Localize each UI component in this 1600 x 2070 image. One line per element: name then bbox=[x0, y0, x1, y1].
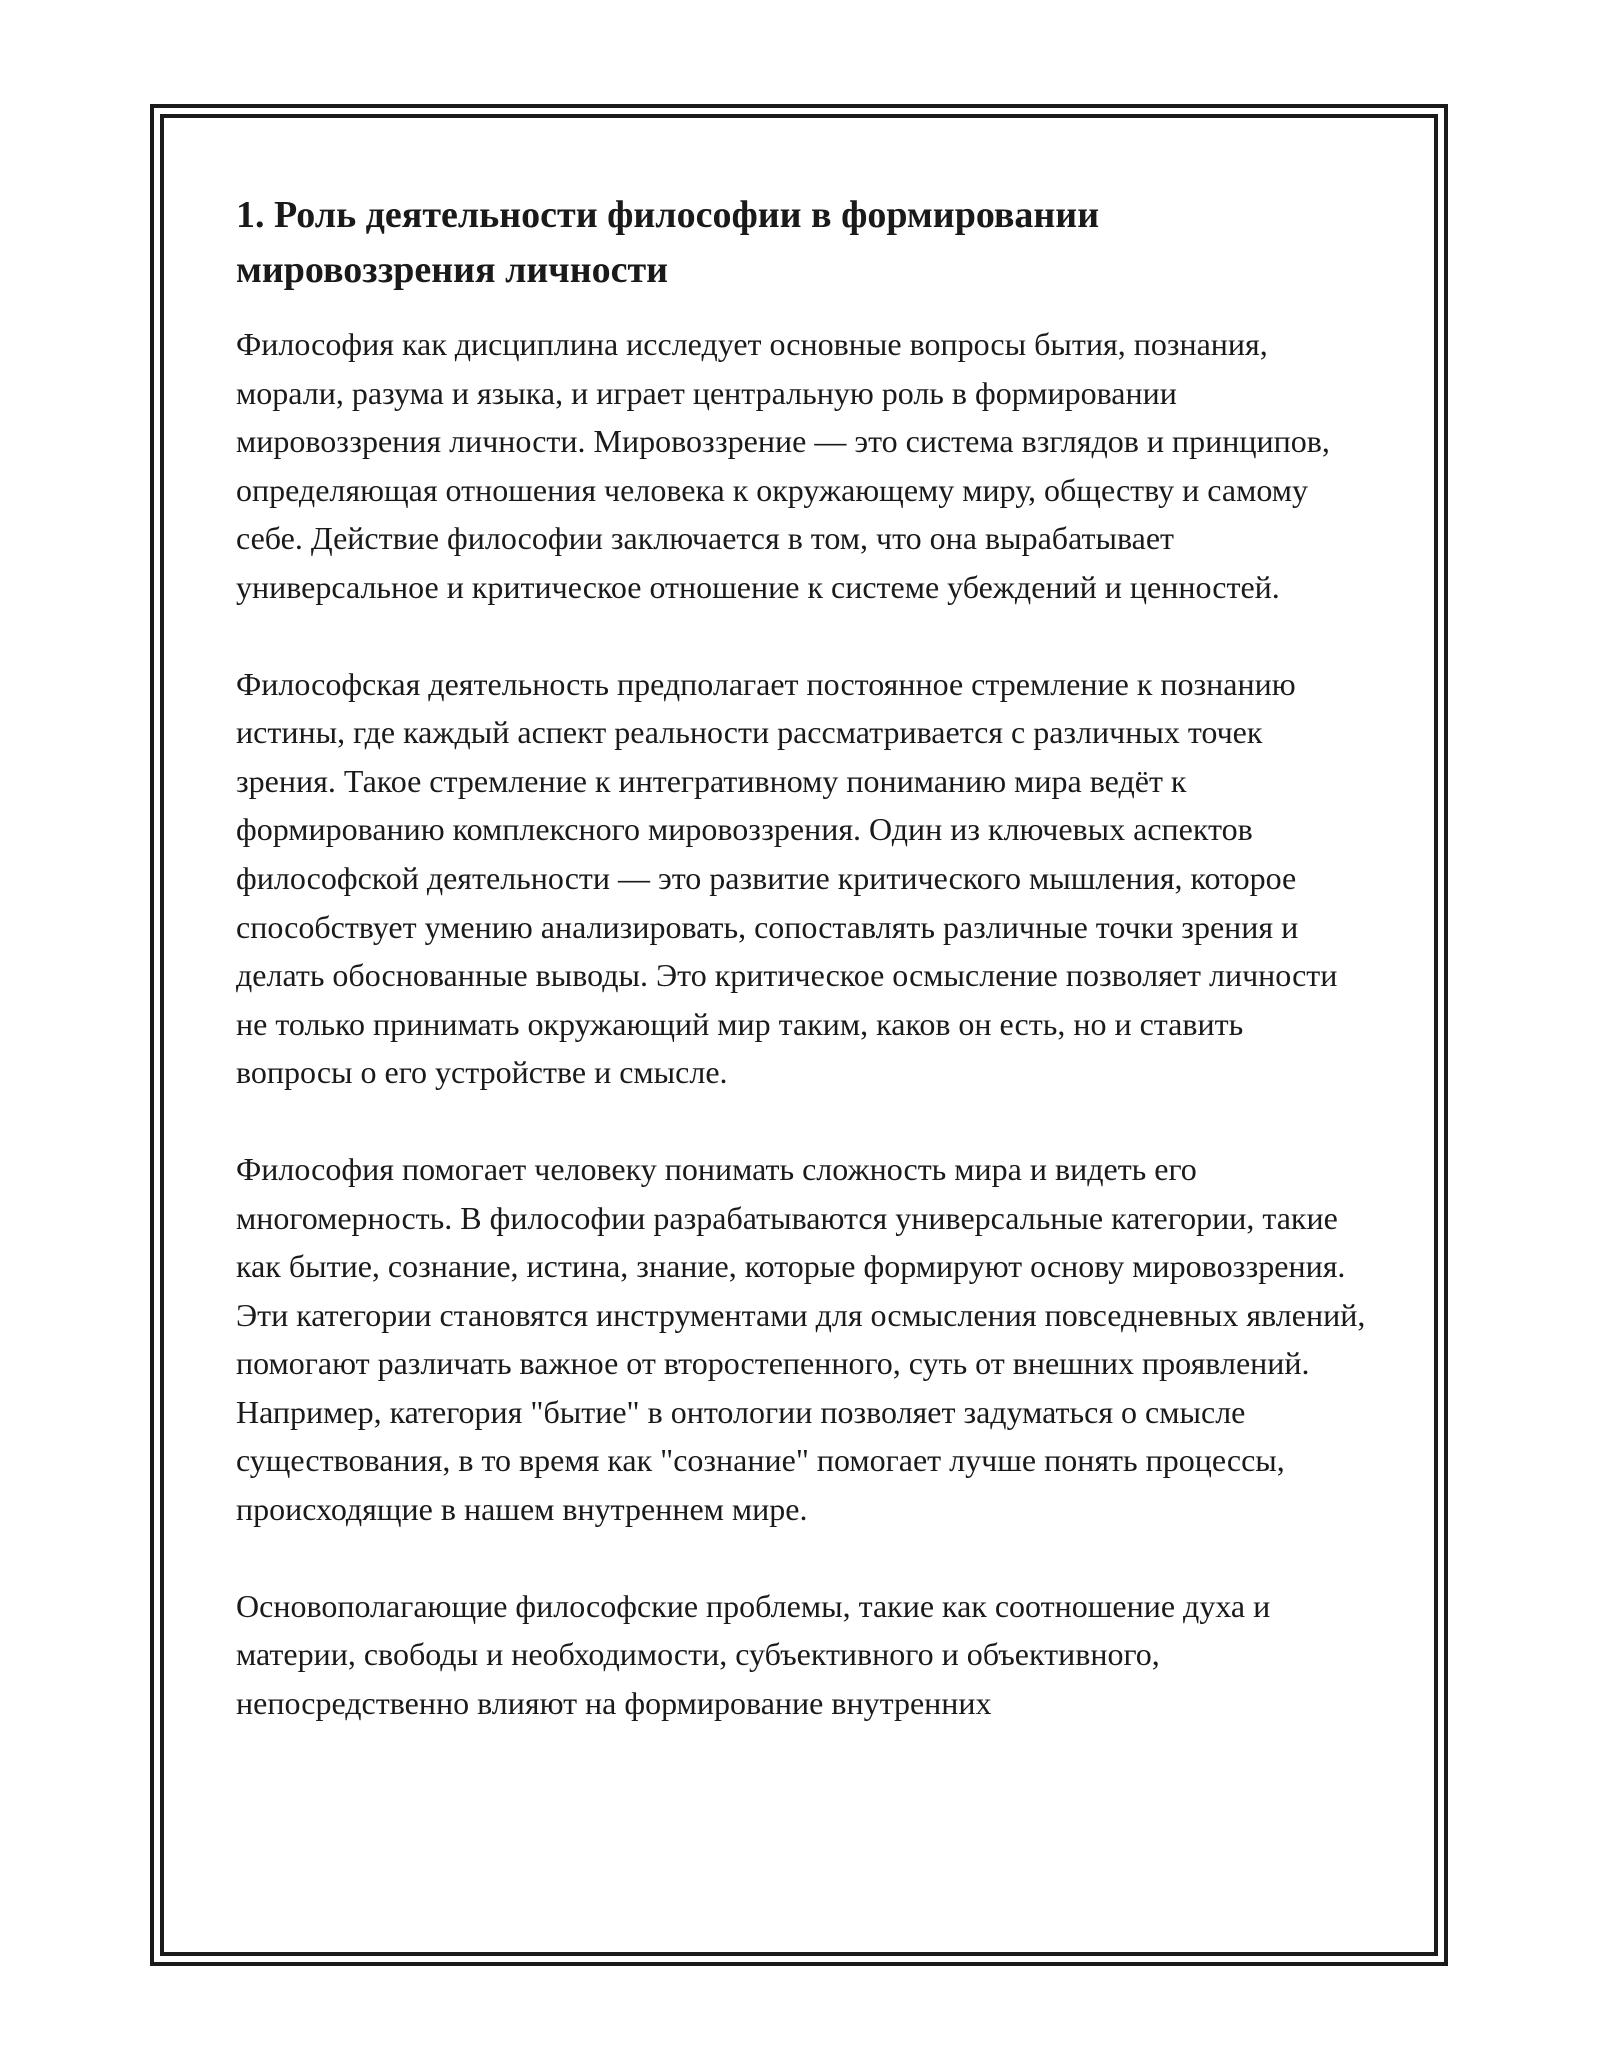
paragraph-2: Философская деятельность предполагает постоянное стремление к познанию истины, где каждый аспект реальности рассматривается с различных точек зрения. Такое стремление к интегративному пониманию мира ведёт к формированию комплексного мировоззрения. Один из ключевых аспектов философской деятельности — это развитие критического мышления, которое способствует умению анализировать, сопоставлять различные точки зрения и делать обоснованные выводы. Это критическое осмысление позволяет личности не только принимать окружающий мир таким, каков он есть, но и ставить вопросы о его устройстве и смысле. bbox=[236, 665, 1338, 1091]
paragraph-3: Философия помогает человеку понимать сложность мира и видеть его многомерность. В философии разрабатываются универсальные категории, такие как бытие, сознание, истина, знание, которые формируют основу мировоззрения. Эти категории становятся инструментами для осмысления повседневных явлений, помогают различать важное от второстепенного, суть от внешних проявлений. Например, категория "бытие" в онтологии позволяет задуматься о смысле существования, в то время как "сознание" помогает лучше понять процессы, происходящие в нашем внутреннем мире. bbox=[236, 1150, 1366, 1528]
paragraph-1: Философия как дисциплина исследует основные вопросы бытия, познания, морали, разума и языка, и играет центральную роль в формировании мировоззрения личности. Мировоззрение — это система взглядов и принципов, определяющая отношения человека к окружающему миру, обществу и самому себе. Действие философии заключается в том, что она вырабатывает универсальное и критическое отношение к системе убеждений и ценностей. bbox=[236, 326, 1330, 605]
document-body bbox=[236, 188, 1366, 1727]
paragraph-4: Основополагающие философские проблемы, такие как соотношение духа и материи, свободы и необходимости, субъективного и объективного, непосредственно влияют на формирование внутренних bbox=[236, 1587, 1271, 1721]
section-heading: 1. Роль деятельности философии в формировании мировоззрения личности bbox=[236, 194, 1100, 291]
